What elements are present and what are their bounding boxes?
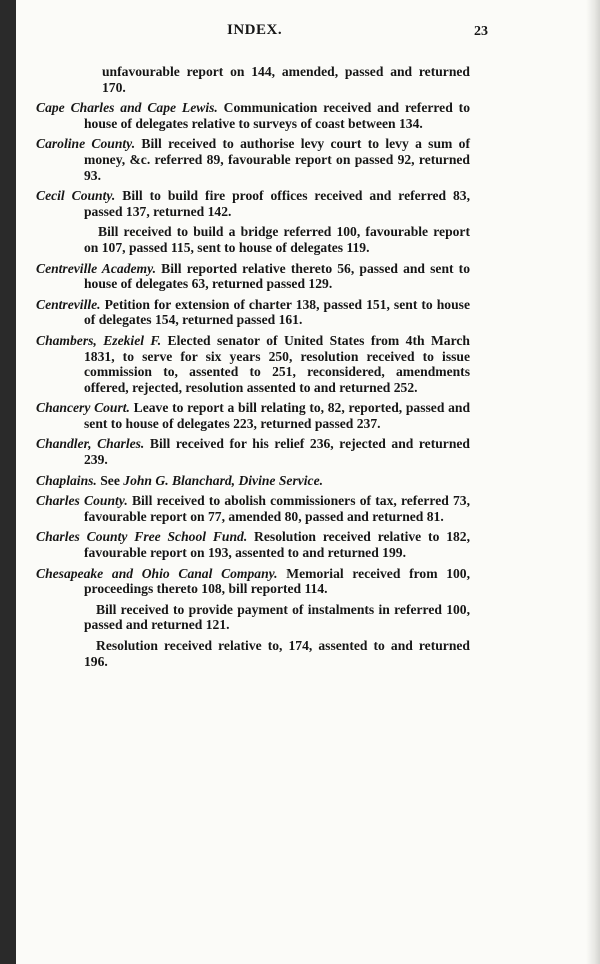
entry-heading: Caroline County.	[36, 136, 136, 152]
index-entry	[36, 136, 470, 183]
entry-heading: Centreville.	[36, 296, 101, 312]
index-entry	[36, 333, 470, 395]
entry-heading: Chandler, Charles.	[36, 436, 145, 452]
entry-text: Bill received to authorise levy court to levy a sum of money, &c. referred 89, favourable report on passed 92, returned 93.	[84, 136, 470, 183]
index-subentry	[36, 602, 470, 633]
index-entry	[36, 64, 470, 95]
subentry-text: Resolution received relative to, 174, assented to and returned 196.	[84, 638, 470, 669]
entry-cross-reference: John G. Blanchard, Divine Service.	[123, 472, 324, 488]
index-entry	[36, 400, 470, 431]
entry-text: Elected senator of United States from 4th March 1831, to serve for six years 250, resolution received to issue commission to, assented to 251, reconsidered, amendments offered, rejected, resolution assented to and returned 252.	[84, 332, 470, 395]
entry-text: Leave to report a bill relating to, 82, reported, passed and sent to house of delegates 223, returned passed 237.	[84, 400, 471, 431]
running-header	[40, 22, 488, 46]
entry-text: Bill to build fire proof offices received and referred 83, passed 137, returned 142.	[84, 188, 471, 219]
index-entry	[36, 261, 470, 292]
entry-text: Memorial received from 100, proceedings thereto 108, bill reported 114.	[84, 565, 471, 597]
index-entry	[36, 297, 470, 328]
entry-text: Bill received for his relief 236, rejected and returned 239.	[84, 436, 470, 468]
entry-heading: Chesapeake and Ohio Canal Company.	[36, 565, 278, 581]
page-number: 23	[474, 24, 488, 39]
entry-heading: Charles County.	[36, 493, 128, 509]
entry-heading: Centreville Academy.	[36, 260, 157, 276]
entry-text: Bill reported relative thereto 56, passed and sent to house of delegates 63, returned passed 129.	[84, 260, 470, 292]
entry-heading: Chambers, Ezekiel F.	[36, 332, 162, 348]
index-entries	[36, 64, 470, 674]
header-title: INDEX.	[227, 22, 283, 38]
index-entry	[36, 529, 470, 560]
page-edge-shadow	[586, 0, 600, 964]
index-entry	[36, 436, 470, 467]
index-entry	[36, 493, 470, 524]
index-entry	[36, 188, 470, 219]
entry-text: Resolution received relative to 182, favourable report on 193, assented to and returned 199.	[84, 529, 470, 561]
entry-text: See	[96, 472, 124, 488]
subentry-text: Bill received to build a bridge referred 100, favourable report on 107, passed 115, sent to house of delegates 119.	[84, 224, 470, 255]
index-subentry	[36, 224, 470, 255]
entry-heading: Cecil County.	[36, 188, 116, 204]
entry-text: Bill received to abolish commissioners of tax, referred 73, favourable report on 77, amended 80, passed and returned 81.	[84, 493, 470, 524]
entry-heading: Cape Charles and Cape Lewis.	[36, 100, 218, 116]
entry-heading: Chancery Court.	[36, 400, 130, 416]
index-entry	[36, 566, 470, 597]
index-subentry	[36, 638, 470, 669]
binding-gutter	[0, 0, 16, 964]
index-entry	[36, 100, 470, 131]
entry-text: Petition for extension of charter 138, passed 151, sent to house of delegates 154, returned passed 161.	[84, 296, 470, 328]
entry-text: Communication received and referred to house of delegates relative to surveys of coast between 134.	[84, 100, 470, 131]
entry-heading: Charles County Free School Fund.	[36, 529, 248, 545]
entry-heading: Chaplains.	[36, 472, 97, 488]
index-entry	[36, 473, 470, 489]
subentry-text: Bill received to provide payment of instalments in referred 100, passed and returned 121.	[84, 601, 470, 633]
entry-text: unfavourable report on 144, amended, passed and returned 170.	[102, 64, 470, 95]
